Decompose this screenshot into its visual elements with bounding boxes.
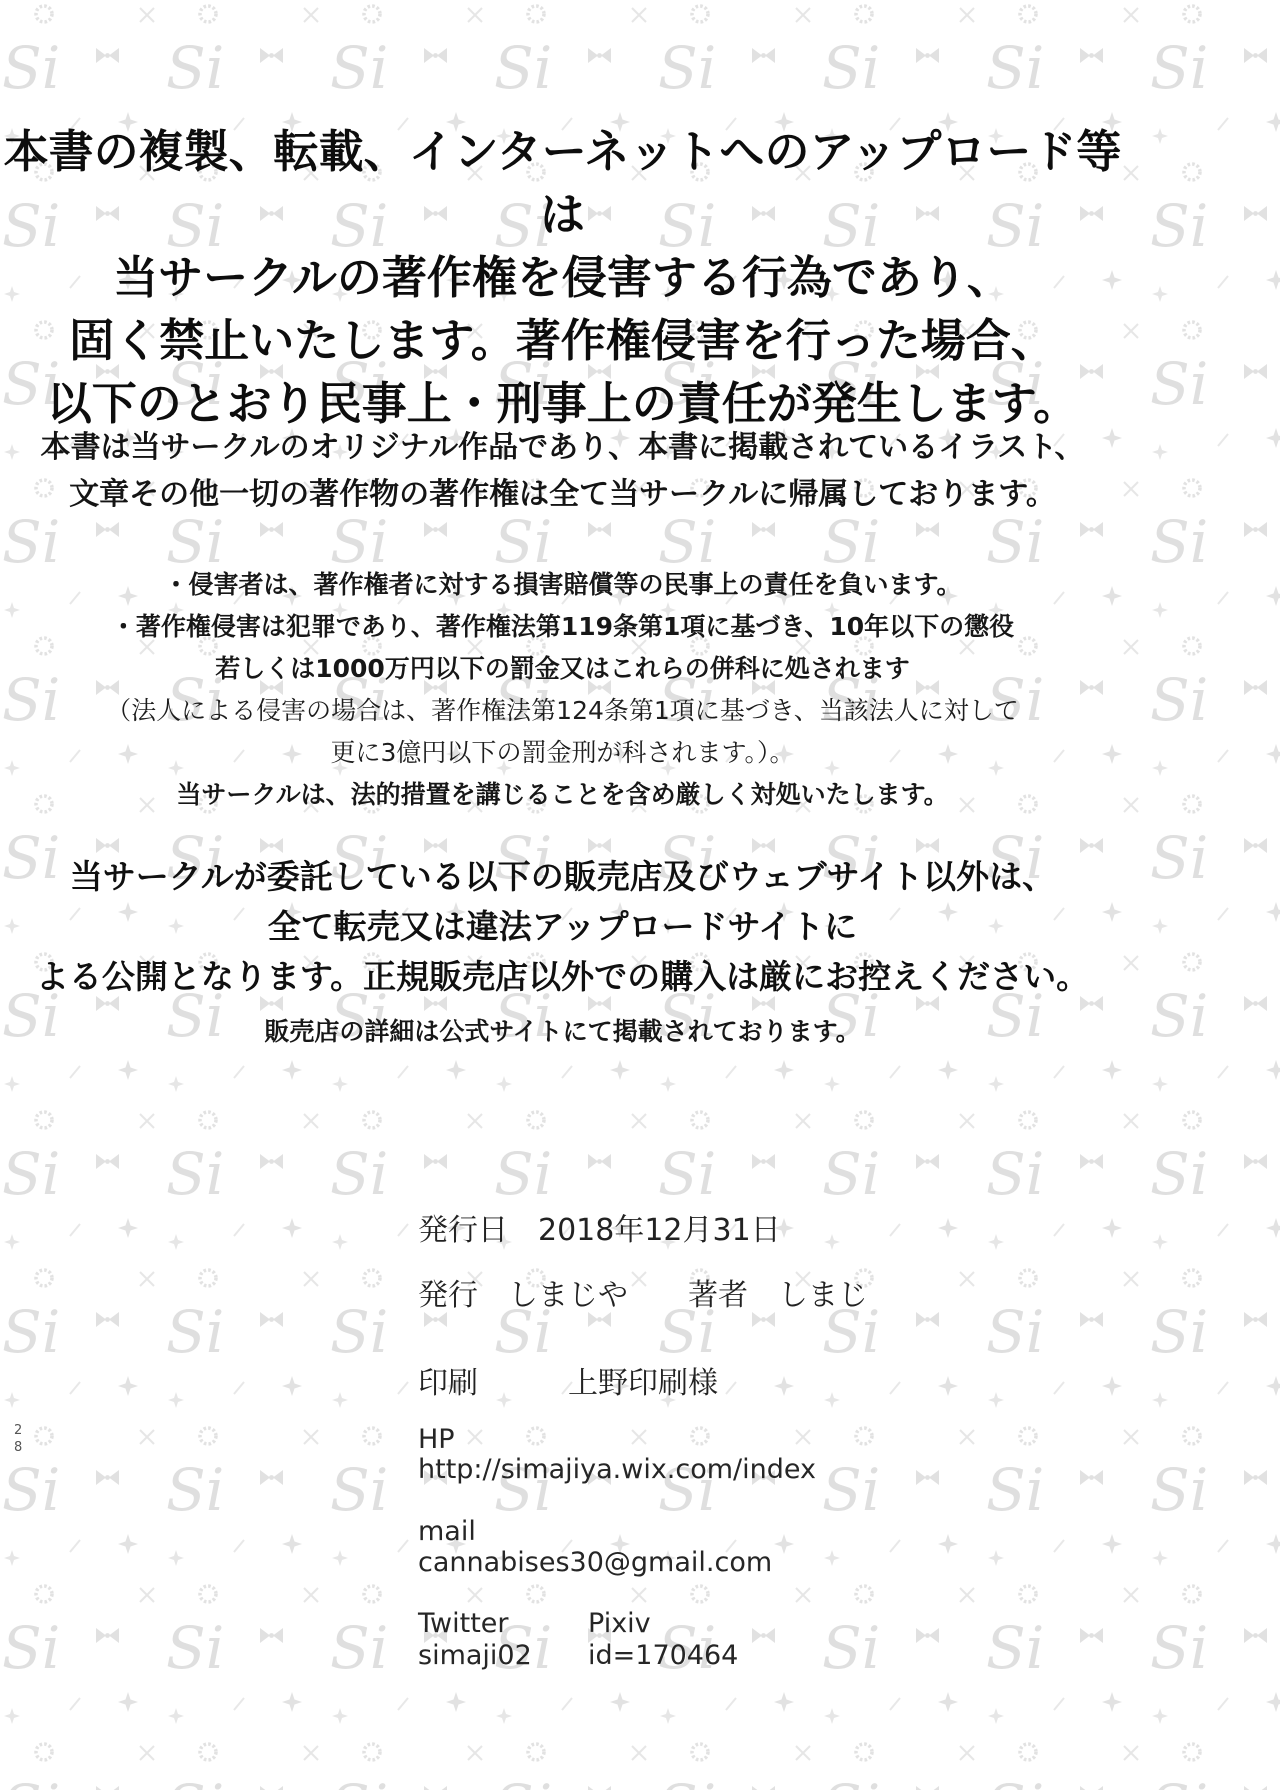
resale-note: 販売店の詳細は公式サイトにて掲載されております。	[264, 1017, 861, 1046]
ownership-statement	[0, 424, 1125, 518]
publish-date-line: 発行日 2018年12月31日	[418, 1213, 781, 1248]
legal-line: ・著作権侵害は犯罪であり、著作権法第119条第1項に基づき、10年以下の懲役	[110, 612, 1015, 641]
legal-line: ・侵害者は、著作権者に対する損害賠償等の民事上の責任を負います。	[163, 570, 962, 599]
warning-heading-line: 本書の複製、転載、インターネットへのアップロード等は	[3, 125, 1122, 241]
social-accounts	[418, 1608, 738, 1672]
twitter-label: Twitter	[418, 1608, 509, 1639]
legal-line: 更に3億円以下の罰金刑が科されます。）。	[330, 738, 795, 767]
twitter-column	[418, 1608, 588, 1672]
resale-line: 当サークルが委託している以下の販売店及びウェブサイト以外は、	[69, 857, 1056, 896]
twitter-handle: simaji02	[418, 1640, 532, 1671]
pixiv-label: Pixiv	[588, 1608, 651, 1639]
resale-line: 全て転売又は違法アップロードサイトに	[267, 907, 858, 946]
ownership-line: 文章その他一切の著作物の著作権は全て当サークルに帰属しております。	[69, 477, 1056, 512]
pixiv-id: id=170464	[588, 1640, 739, 1671]
legal-details	[0, 564, 1125, 816]
mail-address: cannabises30@gmail.com	[418, 1547, 773, 1578]
printer-line: 印刷 上野印刷様	[418, 1366, 718, 1401]
legal-line: （法人による侵害の場合は、著作権法第124条第1項に基づき、当該法人に対して	[106, 696, 1019, 725]
publisher-author-line: 発行 しまじや 著者 しまじ	[418, 1278, 868, 1313]
resale-line: よる公開となります。正規販売店以外での購入は厳にお控えください。	[35, 957, 1090, 996]
hp-label: HP	[418, 1424, 455, 1455]
legal-line: 若しくは1000万円以下の罰金又はこれらの併科に処されます	[215, 654, 910, 683]
page-number: 28	[14, 1423, 23, 1455]
warning-heading-line: 以下のとおり民事上・刑事上の責任が発生します。	[46, 377, 1079, 430]
ownership-line: 本書は当サークルのオリジナル作品であり、本書に掲載されているイラスト、	[40, 430, 1085, 465]
mail-label: mail	[418, 1516, 476, 1547]
resale-notice	[0, 852, 1125, 1002]
legal-line: 当サークルは、法的措置を講じることを含め厳しく対処いたします。	[176, 780, 949, 809]
warning-heading-line: 固く禁止いたします。著作権侵害を行った場合、	[69, 314, 1056, 367]
hp-url: http://simajiya.wix.com/index	[418, 1454, 817, 1485]
pixiv-column	[588, 1608, 738, 1672]
warning-heading-line: 当サークルの著作権を侵害する行為であり、	[113, 251, 1012, 304]
warning-heading	[0, 120, 1125, 435]
